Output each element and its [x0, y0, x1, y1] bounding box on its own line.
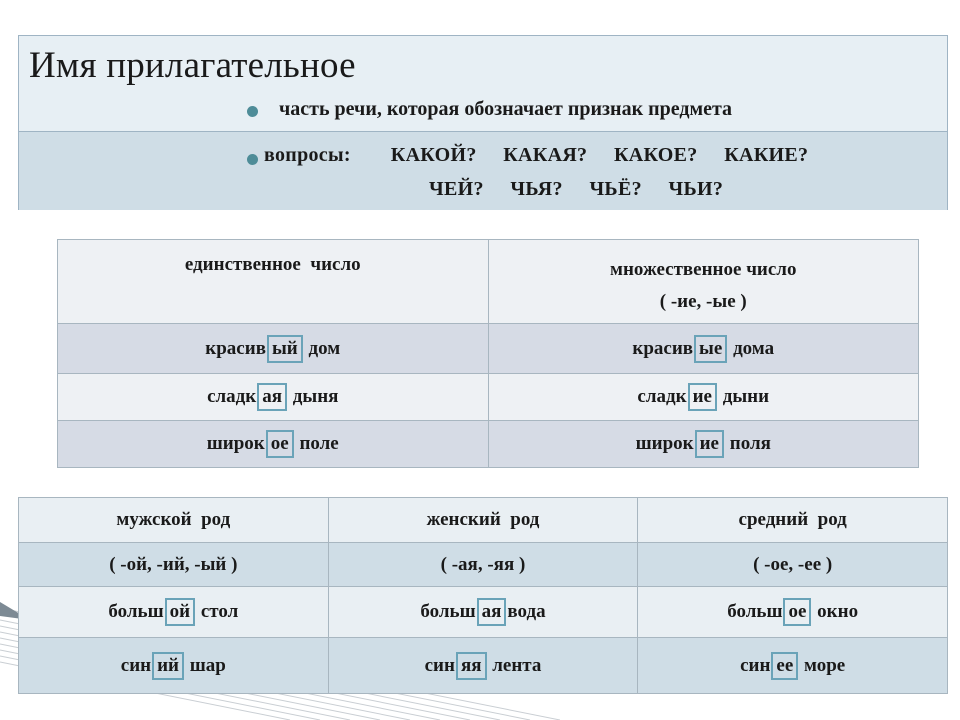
- page-title: Имя прилагательное: [29, 45, 356, 86]
- plural-endings: ( -ие, -ые ): [659, 291, 747, 312]
- word-stem: син: [120, 654, 152, 676]
- word-stem: больш: [420, 601, 476, 622]
- word-stem: красив: [205, 337, 266, 359]
- noun: поле: [299, 433, 339, 454]
- word-stem: син: [424, 654, 455, 676]
- table-cell: [58, 374, 489, 421]
- table-cell: [638, 638, 948, 694]
- word-stem: сладк: [637, 386, 687, 407]
- table-cell: [638, 587, 948, 638]
- table-cell: [19, 638, 329, 694]
- word-ending: яя: [456, 652, 487, 680]
- neuter-header: средний род: [638, 498, 948, 543]
- word-ending: ие: [695, 430, 724, 458]
- table-cell: [488, 374, 919, 421]
- table-cell: [19, 587, 329, 638]
- word-ending: ые: [694, 335, 727, 363]
- noun: стол: [200, 601, 239, 622]
- word-ending: ая: [257, 383, 287, 411]
- noun: вода: [507, 601, 546, 622]
- word-stem: син: [740, 654, 771, 676]
- singular-header-cell: [58, 240, 489, 324]
- noun: дом: [308, 337, 341, 359]
- masculine-header: мужской род: [19, 498, 329, 543]
- noun: дома: [733, 337, 775, 359]
- word-stem: больш: [727, 601, 783, 622]
- table-cell: [488, 324, 919, 374]
- noun: окно: [817, 601, 859, 622]
- word-ending: ее: [771, 652, 798, 680]
- questions-line-2: ЧЕЙ? ЧЬЯ? ЧЬЁ? ЧЬИ?: [429, 178, 724, 200]
- feminine-header: женский род: [328, 498, 638, 543]
- word-ending: ая: [477, 598, 507, 626]
- definition-box: [18, 35, 948, 210]
- table-cell: [58, 421, 489, 468]
- noun: поля: [729, 433, 771, 454]
- bullet-icon: [247, 106, 258, 117]
- masculine-endings: ( -ой, -ий, -ый ): [19, 543, 329, 587]
- word-ending: ое: [783, 598, 811, 626]
- word-stem: широк: [635, 433, 694, 454]
- table-cell: [58, 324, 489, 374]
- word-stem: широк: [206, 433, 265, 454]
- word-stem: красив: [632, 337, 694, 359]
- feminine-endings: ( -ая, -яя ): [328, 543, 638, 587]
- plural-header-cell: [488, 240, 919, 324]
- table-cell: [328, 638, 638, 694]
- word-ending: ый: [267, 335, 303, 363]
- word-ending: ий: [152, 652, 184, 680]
- gender-table: [18, 497, 948, 694]
- definition-text: часть речи, которая обозначает признак предмета: [279, 98, 733, 120]
- plural-header: множественное число: [610, 259, 797, 280]
- neuter-endings: ( -ое, -ее ): [638, 543, 948, 587]
- noun: шар: [189, 654, 226, 676]
- table-cell: [488, 421, 919, 468]
- noun: море: [804, 654, 846, 676]
- number-table: [57, 239, 919, 468]
- questions-line-1: вопросы: КАКОЙ? КАКАЯ? КАКОЕ? КАКИЕ?: [264, 144, 809, 166]
- noun: дыня: [292, 386, 339, 407]
- noun: дыни: [722, 386, 770, 407]
- word-stem: сладк: [207, 386, 257, 407]
- noun: лента: [492, 654, 542, 676]
- bullet-icon: [247, 154, 258, 165]
- word-stem: больш: [108, 601, 164, 622]
- singular-header: единственное число: [184, 254, 361, 275]
- word-ending: ие: [688, 383, 717, 411]
- word-ending: ое: [266, 430, 294, 458]
- table-cell: [328, 587, 638, 638]
- word-ending: ой: [165, 598, 195, 626]
